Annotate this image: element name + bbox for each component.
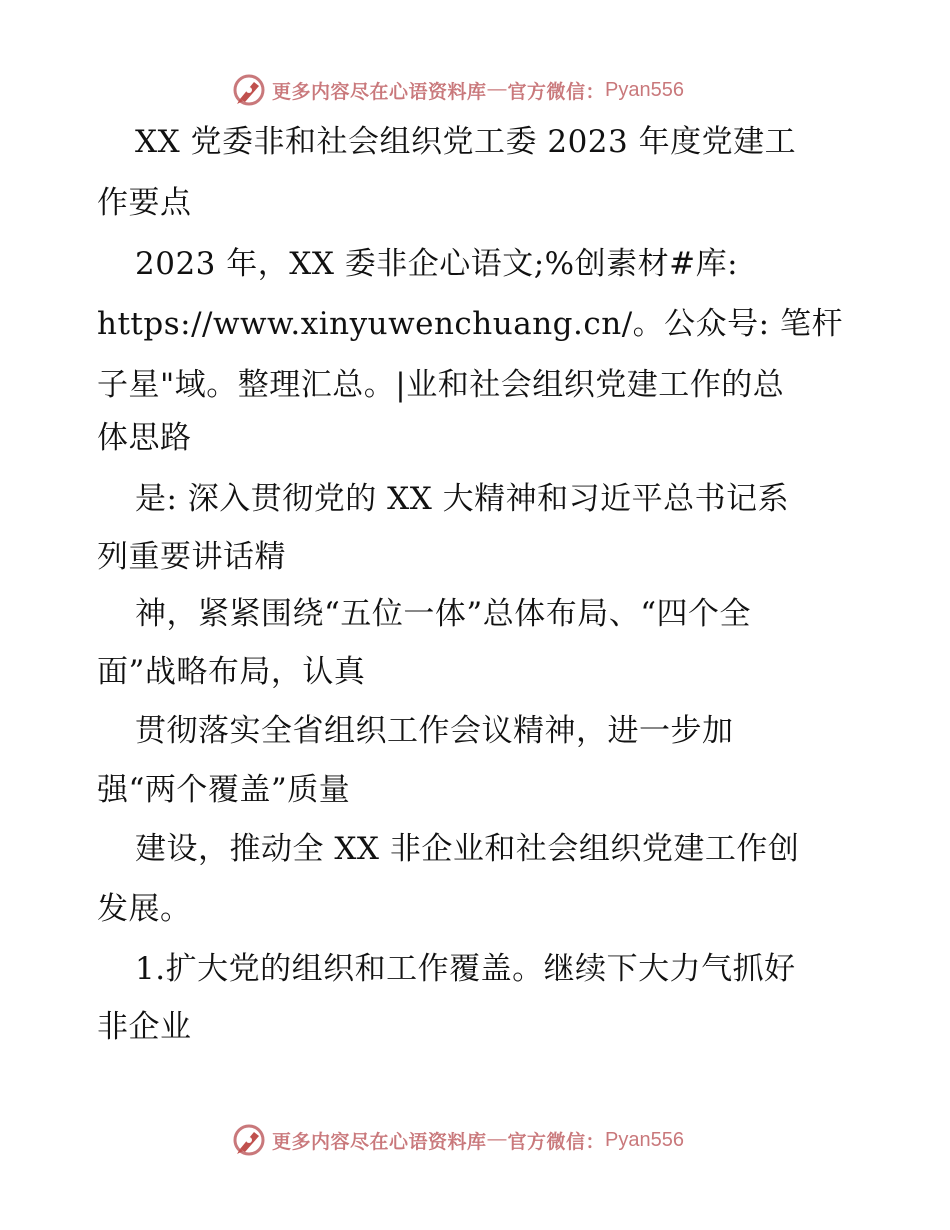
pen-logo-icon	[232, 1123, 266, 1157]
watermark-dash: —	[487, 79, 507, 100]
text-line: 神，紧紧围绕“五位一体”总体布局、“四个全	[135, 596, 752, 632]
text-line: 面”战略布局，认真	[97, 654, 366, 690]
text-line: 2023 年，XX 委非企心语文;%创素材#库:	[135, 246, 739, 282]
text-line: 体思路	[97, 420, 192, 456]
text-line: 贯彻落实全省组织工作会议精神，进一步加	[135, 713, 734, 749]
watermark-text: 更多内容尽在心语资料库	[272, 1130, 487, 1153]
text-line: 发展。	[97, 891, 192, 927]
watermark-contact-label: 官方微信：	[507, 1130, 606, 1153]
text-line: 非企业	[97, 1009, 192, 1045]
text-line: 子星"域。整理汇总。|业和社会组织党建工作的总	[97, 367, 785, 403]
text-line: XX 党委非和社会组织党工委 2023 年度党建工	[135, 124, 797, 160]
text-line: https://www.xinyuwenchuang.cn/。公众号: 笔杆	[97, 306, 843, 342]
watermark-contact-id: Pyan556	[605, 1128, 684, 1151]
text-line: 建设，推动全 XX 非企业和社会组织党建工作创	[135, 831, 800, 867]
text-line: 列重要讲话精	[97, 539, 286, 575]
text-line: 是: 深入贯彻党的 XX 大精神和习近平总书记系	[135, 481, 790, 517]
watermark-contact-id: Pyan556	[605, 78, 684, 101]
pen-logo-icon	[232, 73, 266, 107]
watermark-dash: —	[487, 1129, 507, 1150]
footer-watermark	[232, 1122, 684, 1158]
text-line: 强“两个覆盖”质量	[97, 772, 351, 808]
text-line: 作要点	[97, 185, 192, 221]
watermark-contact-label: 官方微信：	[507, 80, 606, 103]
text-line: 1.扩大党的组织和工作覆盖。继续下大力气抓好	[135, 951, 796, 987]
watermark-text: 更多内容尽在心语资料库	[272, 80, 487, 103]
header-watermark	[232, 72, 684, 108]
